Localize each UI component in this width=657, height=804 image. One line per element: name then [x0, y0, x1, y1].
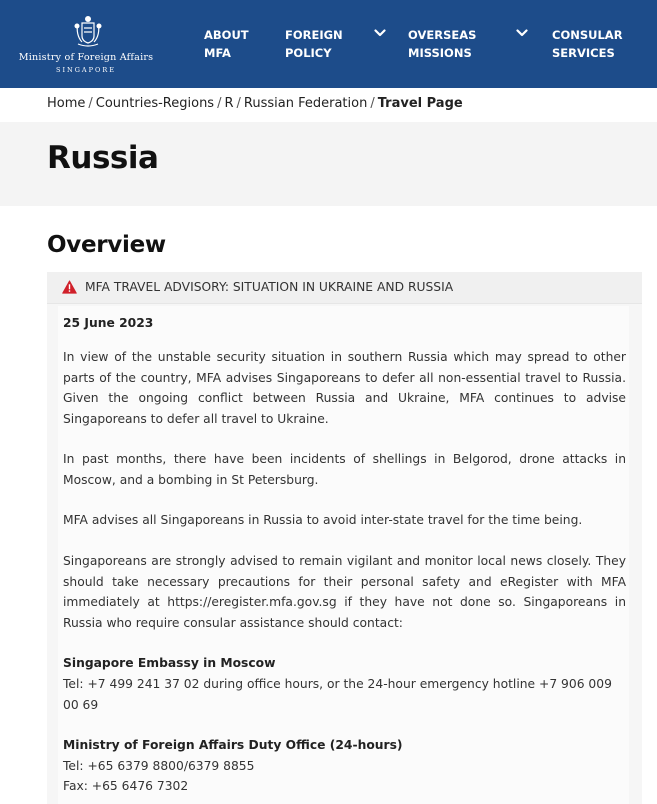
breadcrumb-home[interactable]: Home: [47, 96, 86, 111]
singapore-crest-icon: [70, 14, 106, 50]
advisory-paragraph: Singaporeans are strongly advised to remain vigilant and monitor local news closely. They should take necessary precautions for their personal safety and eRegister with MFA immediately at https://eregister.mfa.gov.sg if they have not done so. Singaporeans in Russia who require consular assistance should contact:: [63, 554, 626, 630]
breadcrumb-current: Travel Page: [377, 96, 463, 111]
section-title-overview: Overview: [47, 232, 166, 258]
nav-overseas-missions[interactable]: [408, 26, 488, 62]
breadcrumb: [47, 96, 463, 111]
advisory-paragraph: In view of the unstable security situation in southern Russia which may spread to other parts of the country, MFA advises Singaporeans to defer all non-essential travel to Russia. Given the ongoing conflict between Russia and Ukraine, MFA continues to advise Singaporeans to defer all travel to Ukraine.: [63, 350, 626, 426]
nav-label: OVERSEAS MISSIONS: [408, 28, 477, 60]
breadcrumb-r[interactable]: R: [224, 96, 234, 111]
chevron-down-icon[interactable]: [374, 28, 386, 38]
advisory-header[interactable]: [47, 272, 642, 304]
mfa-logo[interactable]: [10, 14, 162, 76]
chevron-down-icon[interactable]: [516, 28, 528, 38]
contact-line: Tel: +65 6379 8800/6379 8855: [63, 759, 255, 773]
nav-foreign-policy[interactable]: [285, 26, 355, 62]
contact-name-duty-office: Ministry of Foreign Affairs Duty Office (24-hours): [63, 738, 403, 752]
travel-advisory: [47, 272, 642, 804]
advisory-body: [58, 306, 629, 804]
breadcrumb-separator: /: [217, 96, 222, 111]
nav-label: FOREIGN POLICY: [285, 28, 343, 60]
logo-subtitle: SINGAPORE: [56, 66, 116, 74]
advisory-paragraph: In past months, there have been incidents of shellings in Belgorod, drone attacks in Moscow, and a bombing in St Petersburg.: [63, 452, 626, 487]
breadcrumb-separator: /: [370, 96, 375, 111]
title-band: [0, 122, 657, 206]
nav-label: ABOUT MFA: [204, 28, 249, 60]
advisory-paragraph: MFA advises all Singaporeans in Russia to avoid inter-state travel for the time being.: [63, 513, 583, 527]
breadcrumb-russian-federation[interactable]: Russian Federation: [243, 96, 368, 111]
contact-name-embassy: Singapore Embassy in Moscow: [63, 656, 276, 670]
breadcrumb-separator: /: [236, 96, 241, 111]
advisory-date: 25 June 2023: [63, 316, 154, 330]
breadcrumb-countries-regions[interactable]: Countries-Regions: [95, 96, 215, 111]
nav-label: CONSULAR SERVICES: [552, 28, 623, 60]
nav-about-mfa[interactable]: [204, 26, 274, 62]
page-title: Russia: [47, 140, 159, 176]
site-header: [0, 0, 657, 88]
logo-title: Ministry of Foreign Affairs: [18, 52, 154, 63]
contact-line: Fax: +65 6476 7302: [63, 779, 189, 793]
breadcrumb-separator: /: [88, 96, 93, 111]
advisory-title: MFA TRAVEL ADVISORY: SITUATION IN UKRAINE AND RUSSIA: [85, 280, 454, 294]
nav-consular-services[interactable]: [552, 26, 622, 62]
warning-icon: [62, 280, 77, 294]
contact-line: Tel: +7 499 241 37 02 during office hours, or the 24-hour emergency hotline +7 906 009 00 69: [63, 677, 612, 712]
